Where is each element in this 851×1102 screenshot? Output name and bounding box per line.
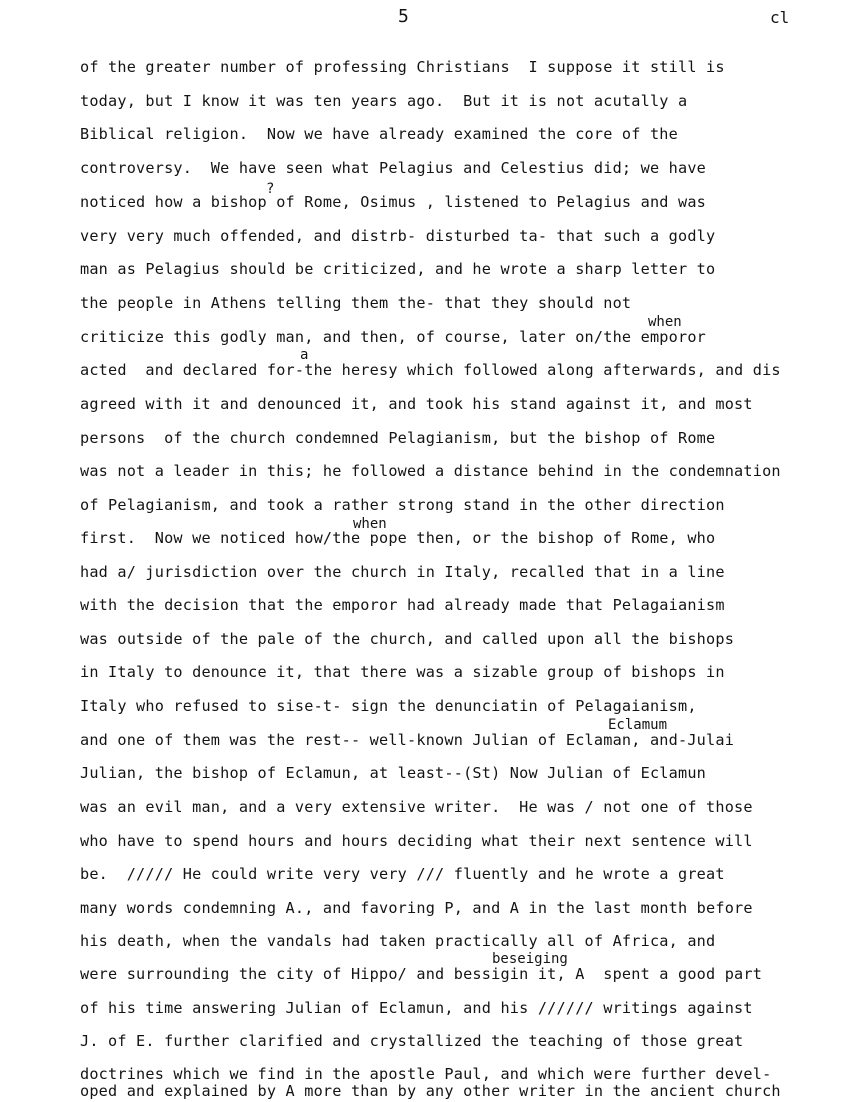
insertion-besieging: beseiging	[492, 951, 568, 967]
insertion-when-2: when	[353, 516, 387, 532]
text-line: were surrounding the city of Hippo/ and bessigin it, A spent a good part	[80, 965, 763, 983]
insertion-when-1: when	[648, 314, 682, 330]
text-line: had a/ jurisdiction over the church in Italy, recalled that in a line	[80, 563, 725, 581]
text-line: and one of them was the rest-- well-known Julian of Eclaman, and-Julai	[80, 731, 735, 749]
text-line: his death, when the vandals had taken practically all of Africa, and	[80, 932, 716, 950]
page-code: cl	[770, 8, 790, 27]
text-line: many words condemning A., and favoring P, and A in the last month before	[80, 899, 753, 917]
text-line: doctrines which we find in the apostle Paul, and which were further devel-	[80, 1065, 772, 1083]
text-line: who have to spend hours and hours deciding what their next sentence will	[80, 832, 753, 850]
page-number: 5	[398, 6, 409, 27]
text-line: of Pelagianism, and took a rather strong stand in the other direction	[80, 496, 725, 514]
insertion-question-mark: ?	[266, 181, 275, 197]
text-line: in Italy to denounce it, that there was a sizable group of bishops in	[80, 663, 725, 681]
text-line: very very much offended, and distrb- disturbed ta- that such a godly	[80, 227, 716, 245]
text-line: was outside of the pale of the church, and called upon all the bishops	[80, 630, 735, 648]
text-line: was not a leader in this; he followed a distance behind in the condemnation	[80, 462, 781, 480]
text-line: persons of the church condemned Pelagianism, but the bishop of Rome	[80, 429, 716, 447]
text-line: Biblical religion. Now we have already examined the core of the	[80, 125, 678, 143]
text-line: J. of E. further clarified and crystallized the teaching of those great	[80, 1032, 744, 1050]
text-line: of the greater number of professing Christians I suppose it still is	[80, 58, 725, 76]
text-line: first. Now we noticed how/the pope then, or the bishop of Rome, who	[80, 529, 716, 547]
text-line: today, but I know it was ten years ago. But it is not acutally a	[80, 92, 688, 110]
text-line: be. ///// He could write very very /// fluently and he wrote a great	[80, 865, 725, 883]
text-line: of his time answering Julian of Eclamun, and his ////// writings against	[80, 999, 753, 1017]
text-line: the people in Athens telling them the- that they should not	[80, 294, 632, 312]
text-line: acted and declared for-the heresy which followed along afterwards, and dis	[80, 361, 781, 379]
text-line: noticed how a bishop of Rome, Osimus , listened to Pelagius and was	[80, 193, 707, 211]
text-line: was an evil man, and a very extensive writer. He was / not one of those	[80, 798, 753, 816]
text-line: agreed with it and denounced it, and took his stand against it, and most	[80, 395, 753, 413]
insertion-eclamum: Eclamum	[608, 717, 668, 733]
text-line: controversy. We have seen what Pelagius and Celestius did; we have	[80, 159, 707, 177]
text-line: with the decision that the emporor had already made that Pelagaianism	[80, 596, 725, 614]
text-line: criticize this godly man, and then, of course, later on/the emporor	[80, 328, 707, 346]
text-line: oped and explained by A more than by any other writer in the ancient church	[80, 1082, 781, 1100]
text-line: Julian, the bishop of Eclamun, at least--(St) Now Julian of Eclamun	[80, 764, 707, 782]
text-line: Italy who refused to sise-t- sign the denunciatin of Pelagaianism,	[80, 697, 697, 715]
text-line: man as Pelagius should be criticized, and he wrote a sharp letter to	[80, 260, 716, 278]
insertion-a-article: a	[300, 347, 309, 363]
